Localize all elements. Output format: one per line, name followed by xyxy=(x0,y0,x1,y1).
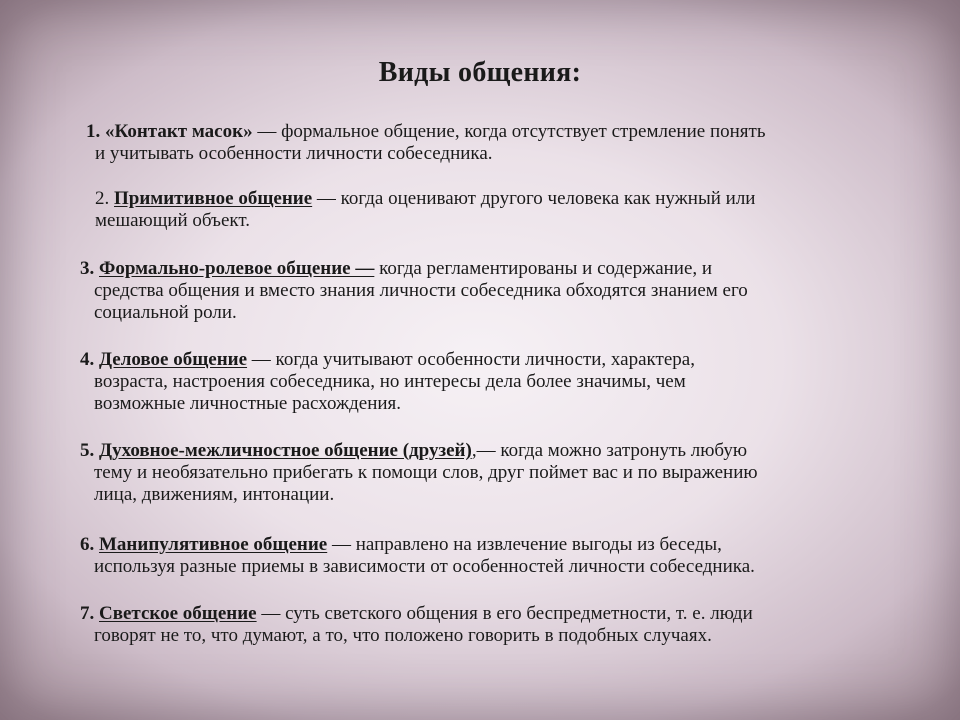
item-term: Формально-ролевое общение — xyxy=(99,258,375,279)
item-description: ,— когда можно затронуть любую xyxy=(471,440,748,461)
item-description-line: используя разные приемы в зависимости от особенностей личности собеседника. xyxy=(94,556,755,577)
item-description-line: говорят не то, что думают, а то, что положено говорить в подобных случаях. xyxy=(94,625,712,646)
item-description: — направлено на извлечение выгоды из беседы, xyxy=(327,534,722,555)
item-description-line: возраста, настроения собеседника, но интересы дела более значимы, чем xyxy=(94,371,686,392)
item-number: 7. xyxy=(80,603,95,624)
item-term: Манипулятивное общение xyxy=(99,534,328,555)
item-description: когда регламентированы и содержание, и xyxy=(374,258,713,279)
item-number: 5. xyxy=(80,440,95,461)
item-description-line: средства общения и вместо знания личности собеседника обходятся знанием его xyxy=(94,280,748,301)
item-description: — суть светского общения в его беспредметности, т. е. люди xyxy=(256,603,753,624)
item-term: Примитивное общение xyxy=(114,188,313,209)
list-item-spiritual xyxy=(80,440,758,506)
list-item-business xyxy=(80,349,695,415)
item-term: Духовное-межличностное общение (друзей) xyxy=(99,440,472,461)
list-item-primitive xyxy=(95,188,755,232)
item-description-line: и учитывать особенности личности собеседника. xyxy=(95,143,493,164)
item-description-line: тему и необязательно прибегать к помощи слов, друг поймет вас и по выражению xyxy=(94,462,758,483)
item-term: Светское общение xyxy=(99,603,257,624)
item-number: 3. xyxy=(80,258,95,279)
list-item-formal-role xyxy=(80,258,748,324)
item-description-line: возможные личностные расхождения. xyxy=(94,393,402,414)
item-number: 6. xyxy=(80,534,95,555)
item-term: «Контакт масок» xyxy=(105,121,253,142)
slide-title: Виды общения: xyxy=(378,57,582,88)
item-term: Деловое общение xyxy=(99,349,248,370)
item-description: — когда оценивают другого человека как нужный или xyxy=(312,188,756,209)
item-description-line: мешающий объект. xyxy=(95,210,250,231)
item-number: 2. xyxy=(95,188,110,209)
list-item-contact-masks xyxy=(86,121,766,165)
list-item-secular xyxy=(80,603,753,647)
item-description: — когда учитывают особенности личности, характера, xyxy=(247,349,695,370)
list-item-manipulative xyxy=(80,534,755,578)
item-number: 4. xyxy=(80,349,95,370)
item-description-line: лица, движениям, интонации. xyxy=(94,484,335,505)
item-description: — формальное общение, когда отсутствует стремление понять xyxy=(252,121,766,142)
item-number: 1. xyxy=(86,121,101,142)
item-description-line: социальной роли. xyxy=(94,302,237,323)
